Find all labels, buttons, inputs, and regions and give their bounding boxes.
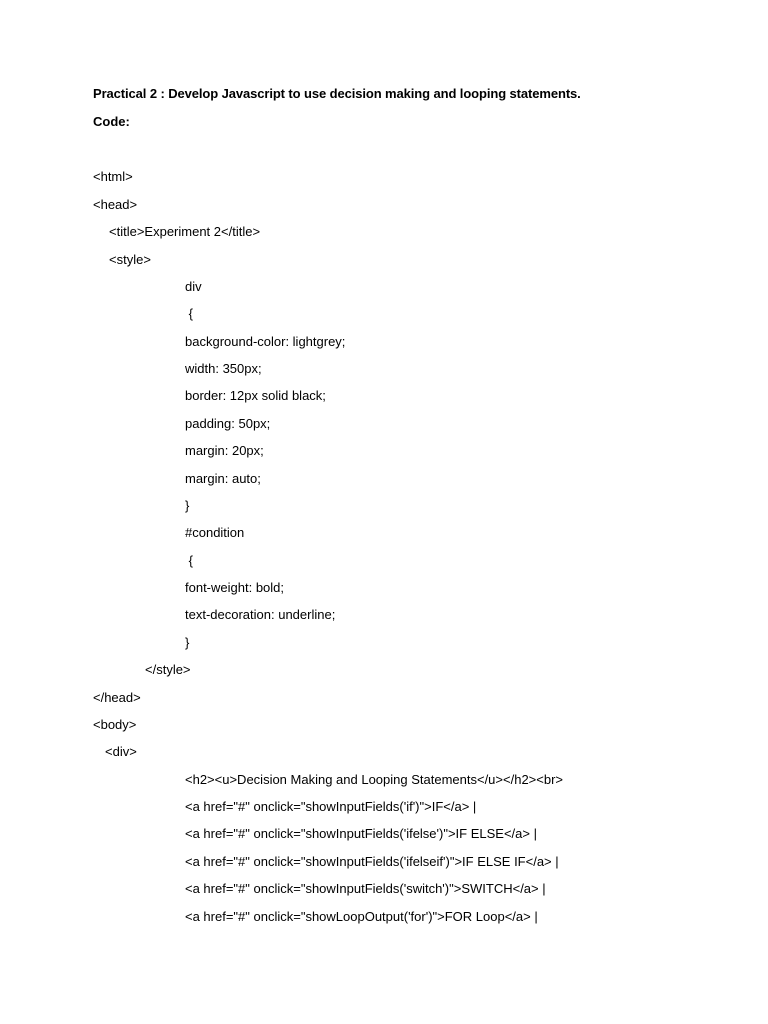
code-line: margin: auto;: [185, 471, 261, 486]
practical-heading: Practical 2 : Develop Javascript to use decision making and looping statements.: [93, 86, 581, 101]
code-line: div: [185, 279, 202, 294]
code-line: </head>: [93, 690, 141, 705]
code-line: <title>Experiment 2</title>: [109, 224, 261, 239]
code-line: font-weight: bold;: [185, 580, 285, 595]
code-line: <head>: [93, 197, 138, 212]
code-line: <h2><u>Decision Making and Looping Statements</u></h2><br>: [185, 772, 564, 787]
code-line: padding: 50px;: [185, 416, 271, 431]
code-line: margin: 20px;: [185, 443, 264, 458]
code-line: background-color: lightgrey;: [185, 334, 346, 349]
code-line: #condition: [185, 525, 245, 540]
code-line: </style>: [145, 662, 191, 677]
code-line: <a href="#" onclick="showInputFields('ifelseif')">IF ELSE IF</a> |: [185, 854, 559, 869]
code-line: border: 12px solid black;: [185, 388, 326, 403]
code-line: <a href="#" onclick="showInputFields('ifelse')">IF ELSE</a> |: [185, 826, 537, 841]
code-label: Code:: [93, 114, 130, 129]
code-line: <a href="#" onclick="showInputFields('switch')">SWITCH</a> |: [185, 881, 546, 896]
code-line: }: [185, 635, 190, 650]
code-line: <div>: [105, 744, 137, 759]
code-line: {: [185, 553, 193, 568]
code-line: width: 350px;: [185, 361, 262, 376]
code-line: <html>: [93, 169, 133, 184]
code-line: <body>: [93, 717, 137, 732]
code-line: {: [185, 306, 193, 321]
code-line: <a href="#" onclick="showLoopOutput('for')">FOR Loop</a> |: [185, 909, 538, 924]
code-line: text-decoration: underline;: [185, 607, 336, 622]
code-line: <a href="#" onclick="showInputFields('if')">IF</a> |: [185, 799, 477, 814]
code-line: <style>: [109, 252, 151, 267]
code-line: }: [185, 498, 190, 513]
